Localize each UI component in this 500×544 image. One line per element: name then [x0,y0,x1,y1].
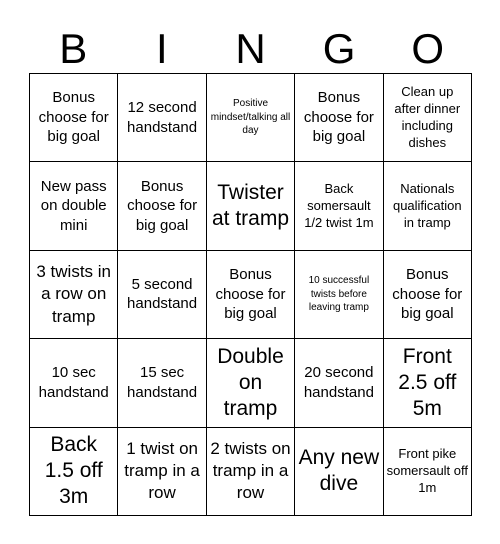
bingo-cell-i4[interactable]: 15 sec handstand [118,339,206,427]
bingo-cell-o4[interactable]: Front 2.5 off 5m [384,339,472,427]
bingo-cell-i3[interactable]: 5 second handstand [118,251,206,339]
bingo-cell-i2[interactable]: Bonus choose for big goal [118,162,206,250]
bingo-cell-g5[interactable]: Any new dive [295,428,383,516]
bingo-cell-g2[interactable]: Back somersault 1/2 twist 1m [295,162,383,250]
bingo-header [29,24,472,74]
bingo-cell-o2[interactable]: Nationals qualification in tramp [384,162,472,250]
bingo-cell-n1[interactable]: Positive mindset/talking all day [207,74,295,162]
bingo-cell-b1[interactable]: Bonus choose for big goal [30,74,118,162]
header-letter-b: B [59,25,88,72]
bingo-cell-n4[interactable]: Double on tramp [207,339,295,427]
bingo-cell-b4[interactable]: 10 sec handstand [30,339,118,427]
bingo-cell-n5[interactable]: 2 twists on tramp in a row [207,428,295,516]
bingo-cell-o3[interactable]: Bonus choose for big goal [384,251,472,339]
bingo-cell-b3[interactable]: 3 twists in a row on tramp [30,251,118,339]
bingo-cell-n2[interactable]: Twister at tramp [207,162,295,250]
bingo-cell-b2[interactable]: New pass on double mini [30,162,118,250]
bingo-cell-o1[interactable]: Clean up after dinner including dishes [384,74,472,162]
bingo-cell-i5[interactable]: 1 twist on tramp in a row [118,428,206,516]
header-letter-g: G [322,25,356,72]
bingo-cell-o5[interactable]: Front pike somersault off 1m [384,428,472,516]
bingo-cell-n3[interactable]: Bonus choose for big goal [207,251,295,339]
bingo-cell-g4[interactable]: 20 second handstand [295,339,383,427]
bingo-cell-i1[interactable]: 12 second handstand [118,74,206,162]
bingo-board [29,73,472,516]
header-letter-n: N [235,25,266,72]
header-letter-o: O [411,25,445,72]
header-letter-i: I [156,25,168,72]
bingo-cell-g3[interactable]: 10 successful twists before leaving tramp [295,251,383,339]
bingo-cell-g1[interactable]: Bonus choose for big goal [295,74,383,162]
bingo-cell-b5[interactable]: Back 1.5 off 3m [30,428,118,516]
